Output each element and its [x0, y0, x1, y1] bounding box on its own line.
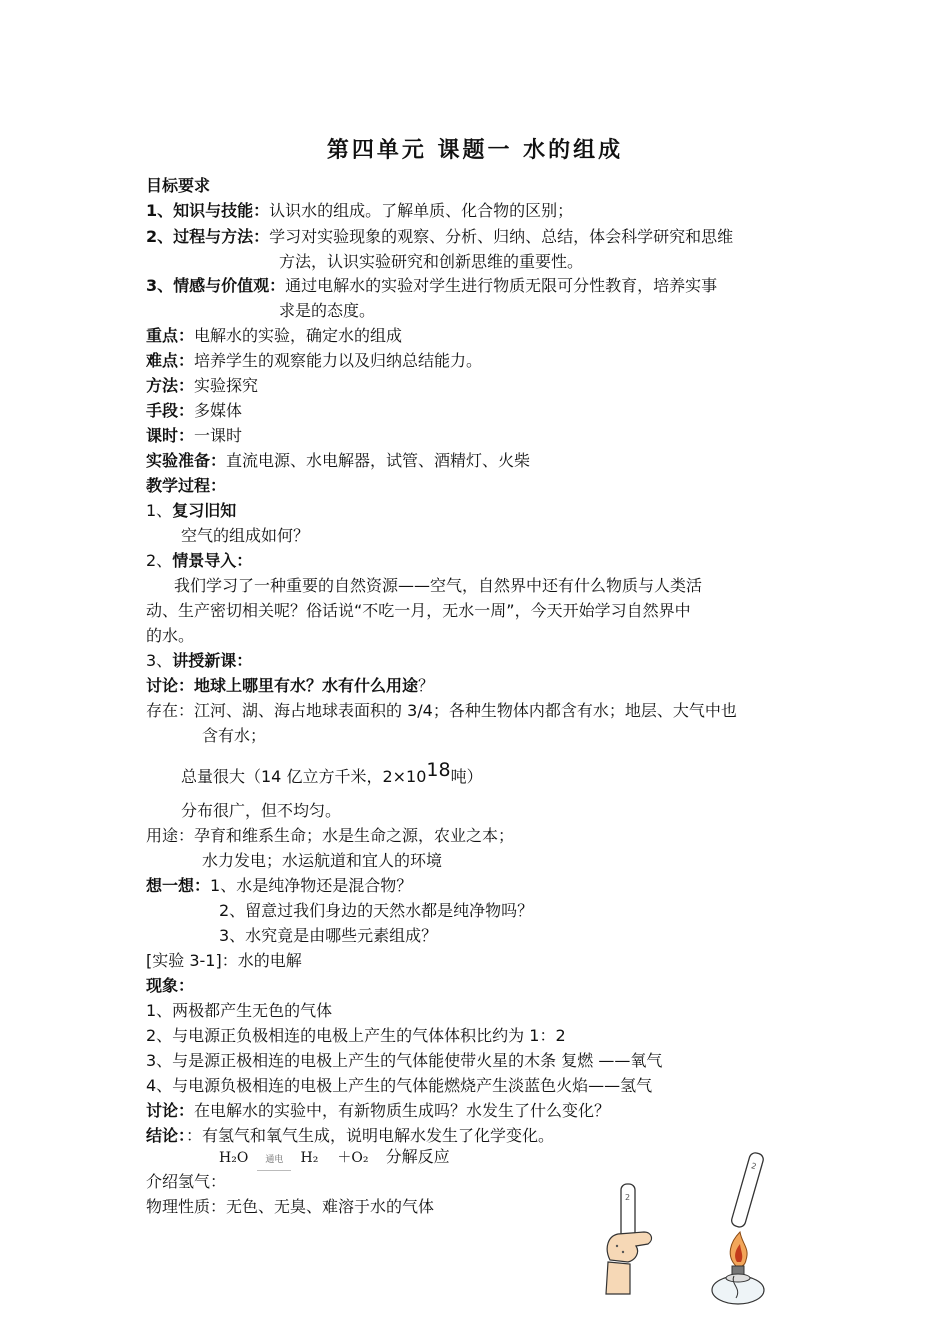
difficult-point-text: 培养学生的观察能力以及归纳总结能力。: [194, 351, 483, 370]
total-amount-a: 总量很大（14 亿立方千米，2×10: [181, 767, 427, 786]
experiment-prep-label: 实验准备：: [146, 451, 227, 470]
hydrogen-intro: 介绍氢气：: [146, 1172, 227, 1191]
class-period-text: 一课时: [194, 426, 243, 445]
class-period-label: 课时：: [146, 426, 195, 445]
step-review-num: 1、: [146, 501, 173, 520]
think-question-3: 3、水究竟是由哪些元素组成？: [219, 926, 438, 945]
equation-arrow: 通电: [257, 1150, 291, 1171]
phenomenon-heading: 现象：: [146, 976, 195, 995]
class-period: [146, 426, 242, 446]
alcohol-lamp-icon: [712, 1266, 764, 1304]
flame-icon: [730, 1232, 747, 1267]
phenomenon-4: 4、与电源负极相连的电极上产生的气体能燃烧产生淡蓝色火焰——氢气: [146, 1076, 653, 1095]
phenomenon-3: 3、与是源正极相连的电极上产生的气体能使带火星的木条 复燃 ——氧气: [146, 1051, 663, 1070]
hydrogen-physical: 物理性质：无色、无臭、难溶于水的气体: [146, 1197, 435, 1216]
tube-label-right: 2: [750, 1161, 758, 1172]
goal-attitude-label: 3、情感与价值观：: [146, 276, 286, 295]
conclusion-label: 结论：: [146, 1126, 187, 1145]
step-intro-label: 情景导入：: [172, 551, 253, 570]
experiment-prep: [146, 451, 530, 471]
phenomenon-2: 2、与电源正负极相连的电极上产生的气体体积比约为 1：2: [146, 1026, 566, 1045]
goal-attitude: [146, 276, 717, 296]
review-question: 空气的组成如何？: [181, 526, 310, 545]
existence-line1: 存在：江河、湖、海占地球表面积的 3/4；各种生物体内都含有水；地层、大气中也: [146, 701, 737, 720]
think-question-1: 1、水是纯净物还是混合物？: [210, 876, 413, 895]
goal-process-label: 2、过程与方法：: [146, 227, 270, 246]
goal-attitude-text: 通过电解水的实验对学生进行物质无限可分性教育，培养实事: [285, 276, 718, 295]
total-amount-b: 吨）: [450, 767, 483, 786]
experiment-title: [实验 3-1]：水的电解: [146, 951, 302, 970]
step-teach-num: 3、: [146, 651, 173, 670]
equation-type: 分解反应: [385, 1147, 450, 1166]
discussion-water-label: 讨论：地球上哪里有水？水有什么用途: [146, 676, 419, 695]
means-label: 手段：: [146, 401, 195, 420]
discussion-change: [146, 1101, 610, 1121]
key-point-label: 重点：: [146, 326, 195, 345]
discussion-change-text: 在电解水的实验中，有新物质生成吗？水发生了什么变化？: [194, 1101, 611, 1120]
intro-paragraph-line3: 的水。: [146, 626, 195, 645]
goal-knowledge-label: 1、知识与技能：: [146, 201, 270, 220]
goal-process-text: 学习对实验现象的观察、分析、归纳、总结，体会科学研究和思维: [269, 227, 734, 246]
step-review: [146, 501, 236, 521]
process-heading: 教学过程：: [146, 476, 227, 495]
equation-water: H₂O: [219, 1150, 249, 1166]
goals-heading: 目标要求: [146, 176, 211, 195]
test-tube-right: [730, 1151, 764, 1228]
key-point-text: 电解水的实验，确定水的组成: [194, 326, 403, 345]
method-text: 实验探究: [194, 376, 259, 395]
intro-paragraph-line2: 动、生产密切相关呢？俗话说“不吃一月，无水一周”，今天开始学习自然界中: [146, 601, 691, 620]
discussion-water-tail: ？: [418, 676, 435, 695]
think-1: [146, 876, 412, 896]
goal-attitude-cont: 求是的态度。: [279, 301, 376, 320]
goal-process-cont: 方法，认识实验研究和创新思维的重要性。: [279, 252, 584, 271]
step-review-label: 复习旧知: [172, 501, 237, 520]
think-question-2: 2、留意过我们身边的天然水都是纯净物吗？: [219, 901, 534, 920]
conclusion: [146, 1126, 554, 1146]
step-intro-num: 2、: [146, 551, 173, 570]
key-point: [146, 326, 402, 346]
equation-hydrogen: H₂: [300, 1150, 319, 1166]
step-teach-label: 讲授新课：: [172, 651, 253, 670]
discussion-change-label: 讨论：: [146, 1101, 195, 1120]
experiment-prep-text: 直流电源、水电解器，试管、酒精灯、火柴: [226, 451, 531, 470]
goal-knowledge: [146, 201, 573, 221]
total-amount-exponent: 18: [426, 759, 451, 781]
goal-process: [146, 227, 733, 247]
goal-knowledge-text: 认识水的组成。了解单质、化合物的区别；: [269, 201, 574, 220]
discussion-water: [146, 676, 434, 696]
page-title: 第四单元 课题一 水的组成: [326, 137, 624, 163]
difficult-point: [146, 351, 482, 371]
total-amount: [181, 759, 483, 787]
distribution: 分布很广，但不均匀。: [181, 801, 342, 820]
think-label: 想一想：: [146, 876, 211, 895]
electrolysis-equation: [219, 1147, 450, 1171]
equation-oxygen: ＋O₂: [337, 1150, 369, 1166]
uses-line1: 用途：孕育和维系生命；水是生命之源，农业之本；: [146, 826, 515, 845]
intro-paragraph-line1: 我们学习了一种重要的自然资源——空气，自然界中还有什么物质与人类活: [174, 576, 703, 595]
method: [146, 376, 258, 396]
existence-line2: 含有水；: [202, 726, 267, 745]
difficult-point-label: 难点：: [146, 351, 195, 370]
step-intro: [146, 551, 252, 571]
tube-label-left: 2: [625, 1193, 631, 1202]
phenomenon-1: 1、两极都产生无色的气体: [146, 1001, 333, 1020]
uses-line2: 水力发电；水运航道和宜人的环境: [202, 851, 443, 870]
means-text: 多媒体: [194, 401, 243, 420]
means: [146, 401, 242, 421]
step-teach: [146, 651, 252, 671]
conclusion-text: ：有氢气和氧气生成，说明电解水发生了化学变化。: [186, 1126, 555, 1145]
hand-icon: [606, 1232, 651, 1294]
hydrogen-test-illustration: [600, 1148, 800, 1308]
method-label: 方法：: [146, 376, 195, 395]
